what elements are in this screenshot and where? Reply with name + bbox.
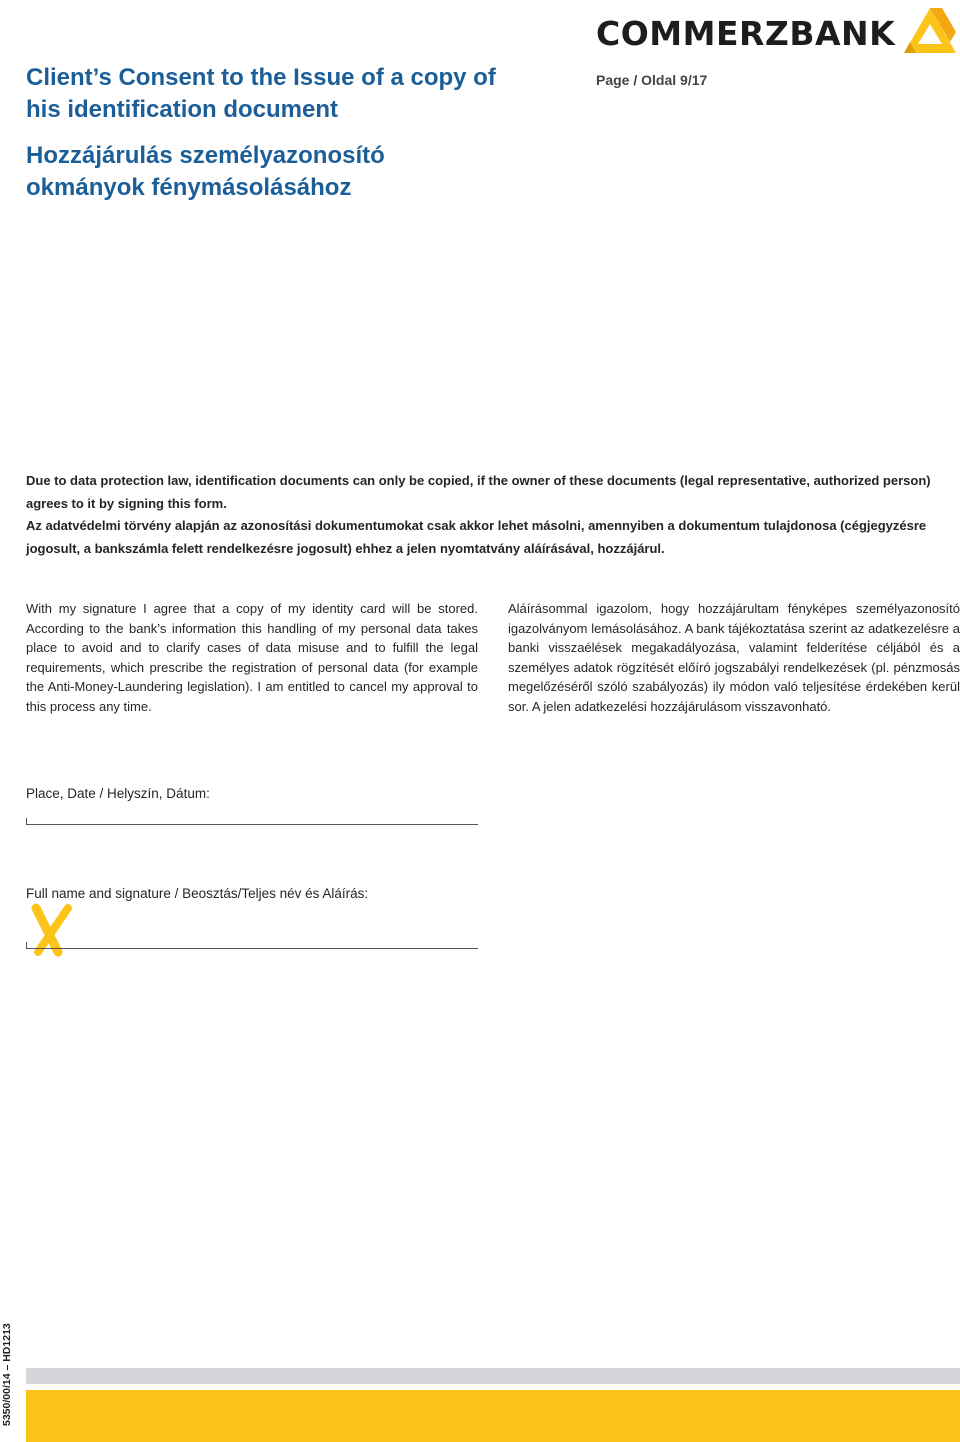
place-date-label: Place, Date / Helyszín, Dátum: xyxy=(26,786,210,801)
signature-label: Full name and signature / Beosztás/Teljes név és Aláírás: xyxy=(26,886,369,901)
intro-paragraph-hungarian: Az adatvédelmi törvény alapján az azonosítási dokumentumokat csak akkor lehet másolni, amennyiben a dokumentum tulajdonosa (cégjegyzésre jogosult, a bankszámla felett rendelkezésre jogosult) ehhez a jelen nyomtatvány aláírásával, hozzájárul. xyxy=(26,518,927,556)
sign-here-cross-icon xyxy=(28,902,74,958)
place-date-field[interactable] xyxy=(26,818,478,825)
consent-text-hungarian: Aláírásommal igazolom, hogy hozzájárultam fényképes személyazonosító igazolványom lemásolásához. A bank tájékoztatása szerint az adatkezelésre a banki visszaélések megakadályozása, valamint felderítése céljából és a személyes adatok rögzítését előíró jogszabályi rendelkezések (pl. pénzmosás megelőzéséről szóló szabályozás) ily módon való teljesítése érdekében kerül sor. A jelen adatkezelési hozzájárulásom visszavonható. xyxy=(508,601,960,714)
signature-field[interactable] xyxy=(26,942,478,949)
page-number: Page / Oldal 9/17 xyxy=(596,72,708,88)
ribbon-logo-icon xyxy=(902,6,958,58)
document-title-english: Client’s Consent to the Issue of a copy of his identification document xyxy=(26,64,496,123)
form-code: 5350/00/14 – HD1213 xyxy=(1,1323,13,1426)
document-title-hungarian: Hozzájárulás személyazonosító okmányok fénymásolásához xyxy=(26,142,385,201)
commerzbank-logo xyxy=(596,6,960,58)
consent-text-english: With my signature I agree that a copy of my identity card will be stored. According to the bank’s information this handling of my personal data takes place to avoid and to clarify cases of data misuse and to fulfill the legal requirements, which prescribe the registration of personal data (for example the Anti-Money-Laundering legislation). I am entitled to cancel my approval to this process any time. xyxy=(26,601,478,714)
intro-paragraph-english: Due to data protection law, identification documents can only be copied, if the owner of these documents (legal representative, authorized person) agrees to it by signing this form. xyxy=(26,473,931,511)
logo-wordmark: COMMERZBANK xyxy=(596,14,896,53)
footer-yellow-bar xyxy=(26,1390,960,1442)
footer-grey-bar xyxy=(26,1368,960,1384)
